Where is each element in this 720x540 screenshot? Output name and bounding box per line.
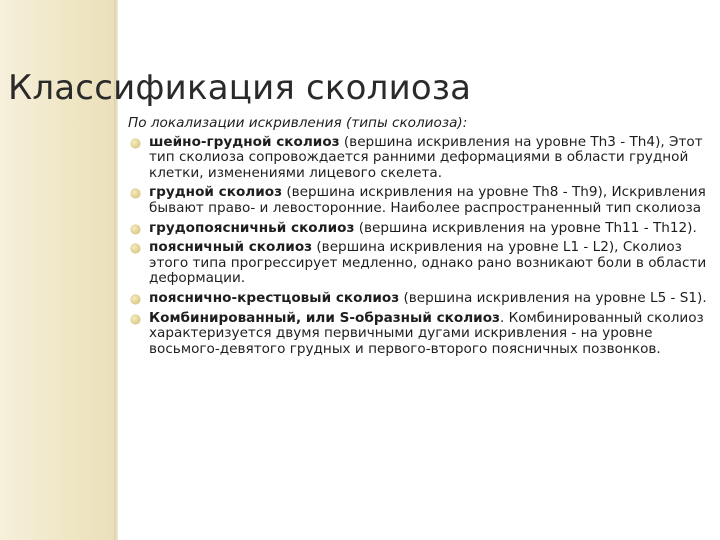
item-term: грудопоясничньй сколиоз (149, 219, 355, 236)
item-text: (вершина искривления на уровне L5 - S1). (399, 289, 707, 306)
item-term: шейно-грудной сколиоз (149, 133, 340, 150)
bullet-icon (131, 225, 140, 234)
list-item (128, 185, 714, 216)
scoliosis-type-list (128, 135, 714, 358)
slide-title: Классификация сколиоза (8, 68, 472, 108)
item-text: (вершина искривления на уровне Th11 - Th12). (354, 219, 697, 236)
item-text: (вершина искривления на уровне Th8 - Th9), Искривления бывают право- и левосторонние. Наиболее распространенный тип сколиоза (149, 184, 706, 216)
item-text: (вершина искривления на уровне L1 - L2), Сколиоз этого типа прогрессирует медленно, однако рано возникают боли в области деформации. (149, 239, 707, 287)
bullet-icon (131, 139, 140, 148)
list-item (128, 311, 714, 358)
slide-subtitle: По локализации искривления (типы сколиоза): (128, 115, 468, 131)
slide-content (128, 116, 714, 361)
item-term: пояснично-крестцовый сколиоз (149, 289, 400, 306)
bullet-icon (131, 244, 140, 253)
item-text: . Комбинированный сколиоз характеризуется двумя первичными дугами искривления - на уровне восьмого-девятого грудных и первого-второго поясничных позвонков. (149, 309, 704, 357)
list-item (128, 221, 714, 237)
item-term: грудной сколиоз (149, 184, 283, 201)
bullet-icon (131, 189, 140, 198)
item-term: поясничный сколиоз (149, 239, 313, 256)
list-item (128, 135, 714, 182)
bullet-icon (131, 315, 140, 324)
list-item (128, 291, 714, 307)
list-item (128, 240, 714, 287)
bullet-icon (131, 295, 140, 304)
item-text: (вершина искривления на уровне Th3 - Th4), Этот тип сколиоза сопровождается ранними деформациями в области грудной клетки, изменениями лицевого скелета. (149, 133, 703, 181)
item-term: Комбинированный, или S-образный сколиоз (149, 309, 500, 326)
